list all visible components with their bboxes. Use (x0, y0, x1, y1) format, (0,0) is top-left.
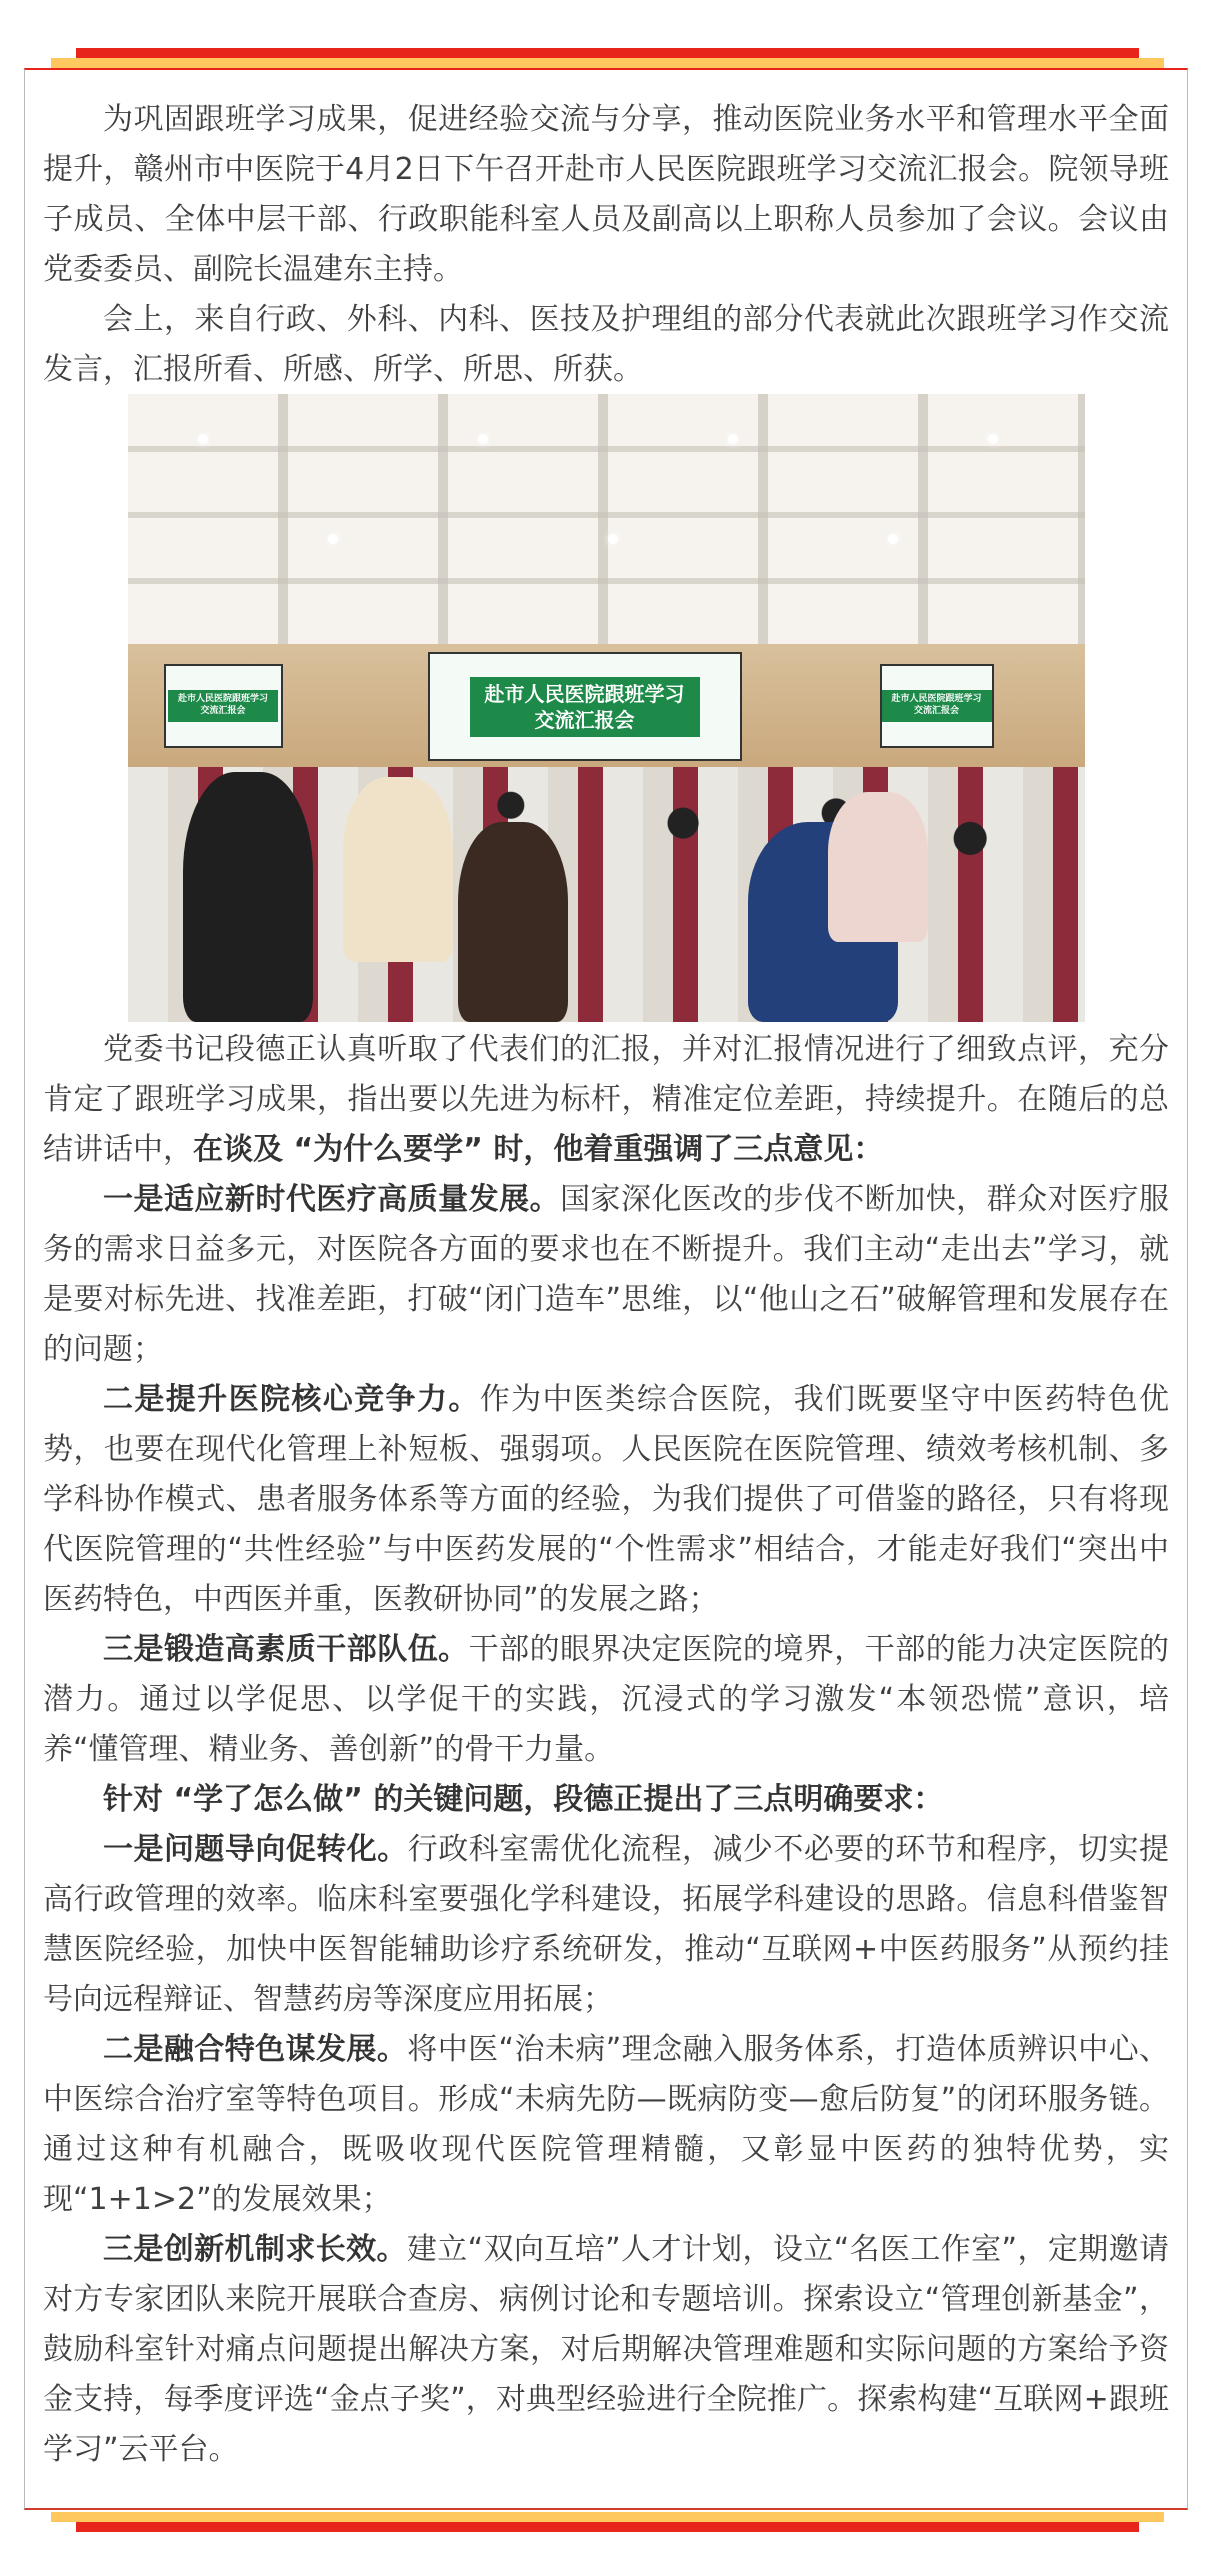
paragraph-text: 为巩固跟班学习成果，促进经验交流与分享，推动医院业务水平和管理水平全面提升，赣州市中医院于4月2日下午召开赴市人民医院跟班学习交流汇报会。院领导班子成员、全体中层干部、行政职能科室人员及副高以上职称人员参加了会议。会议由党委委员、副院长温建东主持。 (43, 102, 1169, 287)
paragraph-lead: 二是融合特色谋发展。 (103, 2032, 408, 2067)
ceiling-light (328, 534, 338, 544)
paragraph-requirement-3 (43, 2225, 1169, 2475)
ceiling-light (888, 534, 898, 544)
paragraph-requirement-2 (43, 2025, 1169, 2225)
paragraph-bold-text: 在谈及 “为什么要学” 时，他着重强调了三点意见： (193, 1132, 884, 1167)
bottom-red-stripe (76, 2522, 1139, 2532)
screen-title: 赴市人民医院跟班学习 (891, 694, 982, 705)
paragraph-text: 党委书记段德正认真听取了代表们的汇报，并对汇报情况进行了细致点评，充分肯定了跟班学习成果，指出要以先进为标杆，精准定位差距，持续提升。在随后的总结讲话中， (43, 1032, 1169, 1167)
paragraph-point-1 (43, 1175, 1169, 1375)
paragraph-text: 作为中医类综合医院，我们既要坚守中医药特色优势，也要在现代化管理上补短板、强弱项。人民医院在医院管理、绩效考核机制、多学科协作模式、患者服务体系等方面的经验，为我们提供了可借鉴的路径，只有将现代医院管理的“共性经验”与中医药发展的“个性需求”相结合，才能走好我们“突出中医药特色，中西医并重，医教研协同”的发展之路； (43, 1382, 1170, 1617)
paragraph-lead: 针对 “学了怎么做” 的关键问题，段德正提出了三点明确要求： (103, 1782, 944, 1817)
paragraph-lead: 二是提升医院核心竞争力。 (103, 1382, 480, 1417)
article-content-box (24, 68, 1188, 2510)
screen-subtitle: 交流汇报会 (534, 707, 635, 732)
paragraph-text: 干部的眼界决定医院的境界，干部的能力决定医院的潜力。通过以学促思、以学促干的实践，沉浸式的学习激发“本领恐慌”意识，培养“懂管理、精业务、善创新”的骨干力量。 (43, 1632, 1170, 1767)
bottom-yellow-stripe (51, 2512, 1164, 2522)
screen-subtitle: 交流汇报会 (200, 706, 246, 716)
screen-title: 赴市人民医院跟班学习 (177, 694, 268, 705)
screen-title: 赴市人民医院跟班学习 (484, 681, 685, 706)
paragraph-requirements-heading (43, 1775, 1169, 1825)
paragraph-text: 行政科室需优化流程，减少不必要的环节和程序，切实提高行政管理的效率。临床科室要强化学科建设，拓展学科建设的思路。信息科借鉴智慧医院经验，加快中医智能辅助诊疗系统研发，推动“互联网+中医药服务”从预约挂号向远程辩证、智慧药房等深度应用拓展； (43, 1832, 1170, 2017)
paragraph-lead: 一是问题导向促转化。 (103, 1832, 408, 1867)
side-screen-right (880, 664, 994, 748)
top-yellow-stripe (51, 58, 1164, 68)
ceiling-light (608, 534, 618, 544)
paragraph-intro (43, 95, 1169, 295)
main-screen (428, 652, 742, 761)
top-red-stripe (76, 48, 1139, 58)
audience-person (343, 777, 453, 962)
paragraph-lead: 三是锻造高素质干部队伍。 (103, 1632, 469, 1667)
paragraph-lead: 一是适应新时代医疗高质量发展。 (103, 1182, 561, 1217)
paragraph-requirement-1 (43, 1825, 1169, 2025)
paragraph-point-3 (43, 1625, 1169, 1775)
paragraph-point-2 (43, 1375, 1169, 1625)
meeting-photo (128, 394, 1085, 1022)
audience-person (183, 772, 313, 1022)
audience-person (458, 822, 568, 1022)
ceiling-light (198, 434, 208, 444)
screen-subtitle: 交流汇报会 (913, 706, 959, 716)
paragraph-text: 建立“双向互培”人才计划，设立“名医工作室”，定期邀请对方专家团队来院开展联合查房、病例讨论和专题培训。探索设立“管理创新基金”，鼓励科室针对痛点问题提出解决方案，对后期解决管理难题和实际问题的方案给予资金支持，每季度评选“金点子奖”，对典型经验进行全院推广。探索构建“互联网+跟班学习”云平台。 (43, 2232, 1169, 2467)
paragraph-text: 会上，来自行政、外科、内科、医技及护理组的部分代表就此次跟班学习作交流发言，汇报所看、所感、所学、所思、所获。 (43, 302, 1169, 387)
side-screen-left (164, 664, 283, 748)
ceiling-light (478, 434, 488, 444)
audience-person (828, 792, 928, 942)
ceiling-light (988, 434, 998, 444)
paragraph-secretary-remarks (43, 1025, 1169, 1175)
paragraph-text: 将中医“治未病”理念融入服务体系，打造体质辨识中心、中医综合治疗室等特色项目。形成“未病先防—既病防变—愈后防复”的闭环服务链。通过这种有机融合，既吸收现代医院管理精髓，又彰显中医药的独特优势，实现“1+1>2”的发展效果； (43, 2032, 1169, 2217)
paragraph-text: 国家深化医改的步伐不断加快，群众对医疗服务的需求日益多元，对医院各方面的要求也在不断提升。我们主动“走出去”学习，就是要对标先进、找准差距，打破“闭门造车”思维，以“他山之石”破解管理和发展存在的问题； (43, 1182, 1170, 1367)
photo-ceiling (128, 394, 1085, 644)
paragraph-meeting (43, 295, 1169, 395)
paragraph-lead: 三是创新机制求长效。 (103, 2232, 407, 2267)
ceiling-light (728, 434, 738, 444)
